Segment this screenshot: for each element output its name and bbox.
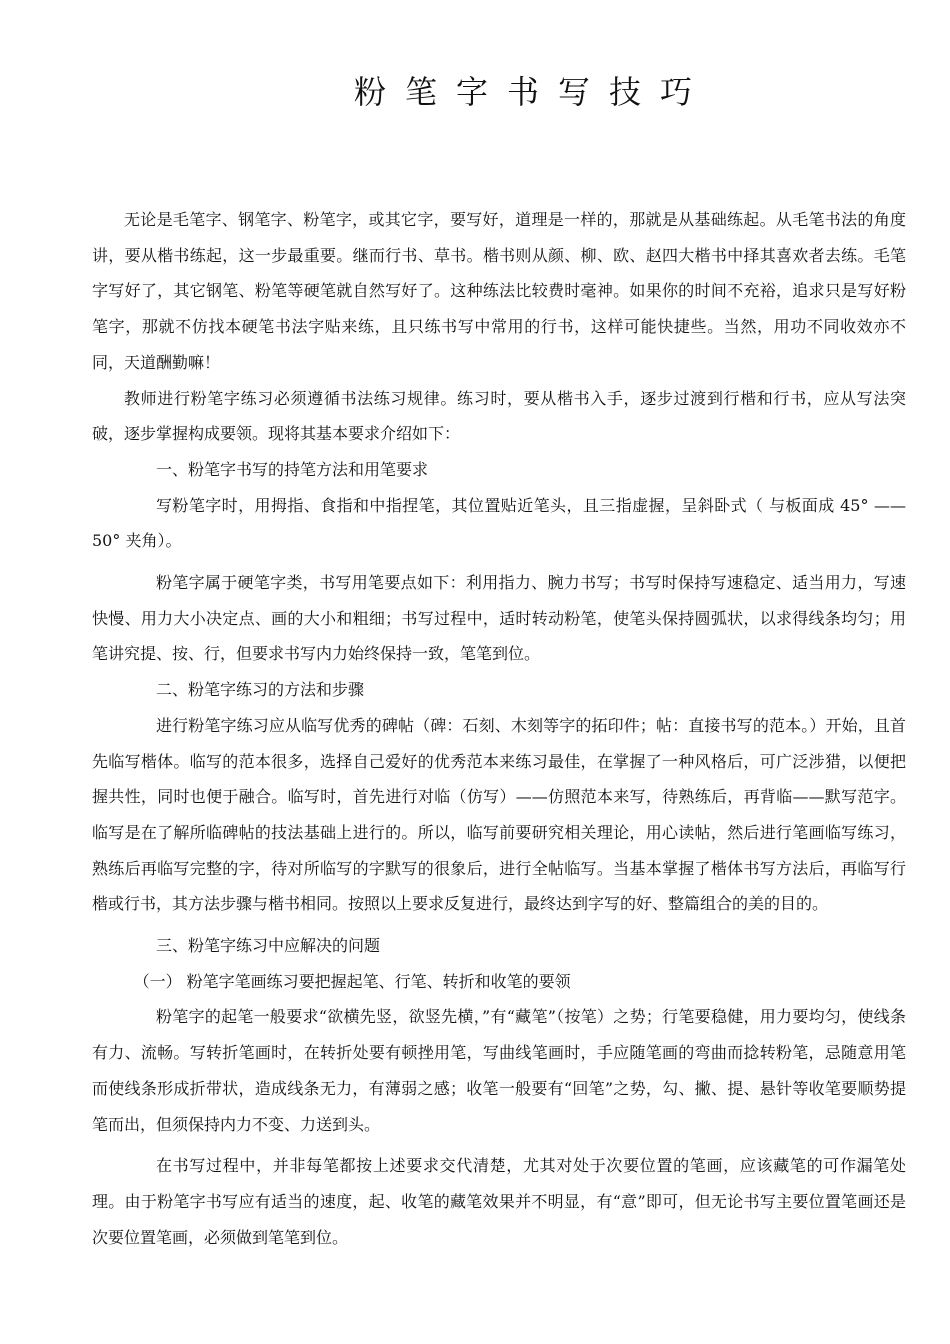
paragraph-requirements: 教师进行粉笔字练习必须遵循书法练习规律。练习时，要从楷书入手，逐步过渡到行楷和行书，应从写法突破，逐步掌握构成要领。现将其基本要求介绍如下： <box>92 388 906 444</box>
paragraph-writing-process: 在书写过程中，并非每笔都按上述要求交代清楚，尤其对处于次要位置的笔画，应该藏笔的可作漏笔处理。由于粉笔字书写应有适当的速度，起、收笔的藏笔效果并不明显，有“意”即可，但无论书写主要位置笔画还是次要位置笔画，必须做到笔笔到位。 <box>92 1156 906 1247</box>
paragraph-intro: 无论是毛笔字、钢笔字、粉笔字，或其它字，要写好，道理是一样的，那就是从基础练起。从毛笔书法的角度讲，要从楷书练起，这一步最重要。继而行书、草书。楷书则从颜、柳、欧、赵四大楷书中择其喜欢者去练。毛笔字写好了，其它钢笔、粉笔等硬笔就自然写好了。这种练法比较费时毫神。如果你的时间不充裕，追求只是写好粉笔字，那就不仿找本硬笔书法字贴来练，且只练书写中常用的行书，这样可能快捷些。当然，用功不同收效亦不同，天道酬勤嘛！ <box>92 210 906 372</box>
paragraph-stroke-points: 粉笔字属于硬笔字类，书写用笔要点如下：利用指力、腕力书写；书写时保持写速稳定、适当用力，写速快慢、用力大小决定点、画的大小和粗细；书写过程中，适时转动粉笔，使笔头保持圆弧状，以求得线条均匀；用笔讲究提、按、行，但要求书写内力始终保持一致，笔笔到位。 <box>92 573 906 664</box>
section-heading-3: 三、粉笔字练习中应解决的问题 <box>156 936 381 956</box>
section-heading-1: 一、粉笔字书写的持笔方法和用笔要求 <box>156 459 429 479</box>
paragraph-grip: 写粉笔字时，用拇指、食指和中指捏笔，其位置贴近笔头，且三指虚握，呈斜卧式（ 与板面成 45° ——50° 夹角）。 <box>92 495 906 551</box>
paragraph-stroke-rules: 粉笔字的起笔一般要求“欲横先竖，欲竖先横，”有“藏笔”（按笔）之势；行笔要稳健，用力要均匀，使线条有力、流畅。写转折笔画时，在转折处要有顿挫用笔，写曲线笔画时，手应随笔画的弯曲而捻转粉笔，忌随意用笔而使线条形成折带状，造成线条无力，有薄弱之感；收笔一般要有“回笔”之势，勾、撇、提、悬针等收笔要顺势提笔而出，但须保持内力不变、力送到头。 <box>92 1007 906 1134</box>
paragraph-practice-method: 进行粉笔字练习应从临写优秀的碑帖（碑：石刻、木刻等字的拓印件；帖：直接书写的范本。）开始，且首先临写楷体。临写的范本很多，选择自己爱好的优秀范本来练习最佳，在掌握了一种风格后，可广泛涉猎，以便把握共性，同时也便于融合。临写时，首先进行对临（仿写）——仿照范本来写，待熟练后，再背临——默写范字。临写是在了解所临碑帖的技法基础上进行的。所以，临写前要研究相关理论，用心读帖，然后进行笔画临写练习，熟练后再临写完整的字，待对所临写的字默写的很象后，进行全帖临写。当基本掌握了楷体书写方法后，再临写行楷或行书，其方法步骤与楷书相同。按照以上要求反复进行，最终达到字写的好、整篇组合的美的目的。 <box>92 715 906 914</box>
subsection-heading-1: （一） 粉笔字笔画练习要把握起笔、行笔、转折和收笔的要领 <box>133 971 571 991</box>
document-body <box>92 202 906 1255</box>
document-title: 粉笔字书写技巧 <box>353 73 711 111</box>
section-heading-2: 二、粉笔字练习的方法和步骤 <box>156 680 365 700</box>
